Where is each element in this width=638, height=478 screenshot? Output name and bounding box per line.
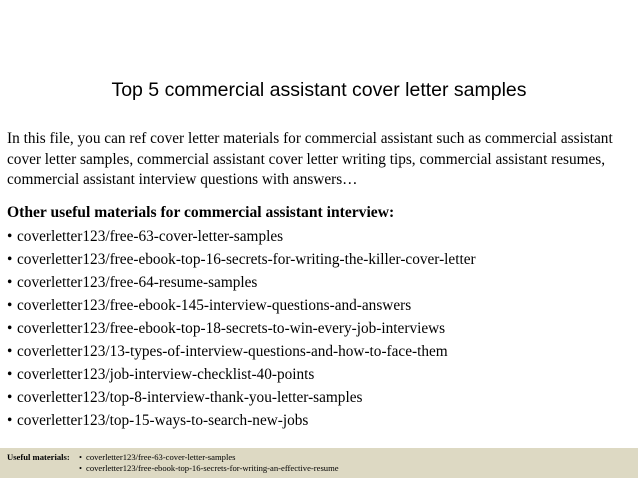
footer-list-item[interactable] xyxy=(79,463,339,474)
bullet-icon: • xyxy=(7,343,13,360)
bullet-icon: • xyxy=(79,463,83,473)
link-text[interactable]: coverletter123/13-types-of-interview-questions-and-how-to-face-them xyxy=(17,343,448,360)
list-item[interactable] xyxy=(7,294,476,317)
link-text[interactable]: coverletter123/free-ebook-top-18-secrets-to-win-every-job-interviews xyxy=(17,320,446,337)
bullet-icon: • xyxy=(7,251,13,268)
list-item[interactable] xyxy=(7,317,476,340)
list-item[interactable] xyxy=(7,386,476,409)
link-text[interactable]: coverletter123/free-ebook-145-interview-questions-and-answers xyxy=(17,297,412,314)
footer-link-text[interactable]: coverletter123/free-ebook-top-16-secrets-for-writing-an-effective-resume xyxy=(86,463,339,473)
link-text[interactable]: coverletter123/job-interview-checklist-40-points xyxy=(17,366,315,383)
bullet-icon: • xyxy=(7,412,13,429)
footer-links-list xyxy=(79,452,339,474)
bullet-icon: • xyxy=(7,274,13,291)
list-item[interactable] xyxy=(7,340,476,363)
list-item[interactable] xyxy=(7,271,476,294)
page-title: Top 5 commercial assistant cover letter samples xyxy=(111,79,527,101)
link-text[interactable]: coverletter123/top-15-ways-to-search-new-jobs xyxy=(17,412,309,429)
link-text[interactable]: coverletter123/free-64-resume-samples xyxy=(17,274,258,291)
footer-bar xyxy=(0,448,638,478)
footer-label: Useful materials: xyxy=(7,452,70,462)
link-text[interactable]: coverletter123/free-ebook-top-16-secrets-for-writing-the-killer-cover-letter xyxy=(17,251,476,268)
useful-materials-heading: Other useful materials for commercial assistant interview: xyxy=(7,204,395,221)
useful-links-list xyxy=(7,225,476,432)
bullet-icon: • xyxy=(79,452,83,462)
list-item[interactable] xyxy=(7,225,476,248)
bullet-icon: • xyxy=(7,228,13,245)
list-item[interactable] xyxy=(7,363,476,386)
intro-paragraph: In this file, you can ref cover letter materials for commercial assistant such as commercial assistant cover letter samples, commercial assistant cover letter writing tips, commercial assistant resumes, commercial assistant interview questions with answers… xyxy=(7,130,613,188)
link-text[interactable]: coverletter123/top-8-interview-thank-you-letter-samples xyxy=(17,389,363,406)
footer-link-text[interactable]: coverletter123/free-63-cover-letter-samples xyxy=(86,452,236,462)
footer-list-item[interactable] xyxy=(79,452,339,463)
bullet-icon: • xyxy=(7,320,13,337)
list-item[interactable] xyxy=(7,248,476,271)
bullet-icon: • xyxy=(7,297,13,314)
link-text[interactable]: coverletter123/free-63-cover-letter-samples xyxy=(17,228,284,245)
list-item[interactable] xyxy=(7,409,476,432)
bullet-icon: • xyxy=(7,366,13,383)
bullet-icon: • xyxy=(7,389,13,406)
